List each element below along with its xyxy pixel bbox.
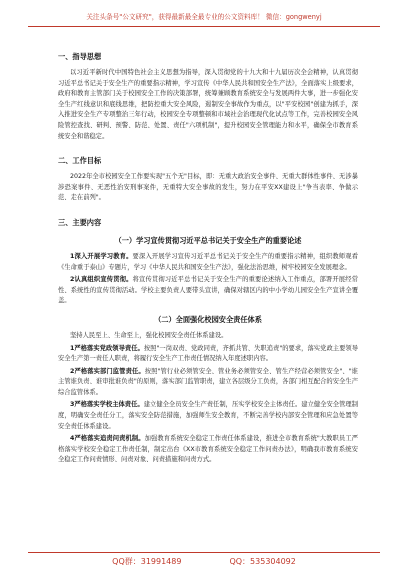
document-body: [58, 34, 358, 468]
section-heading-guiding-ideology: 一、指导思想: [58, 52, 102, 61]
paragraph: [58, 275, 358, 307]
item-text: 要深入开展学习宣传习近平总书记关于安全生产的重要指示精神，组织教师观看《生命重于泰山》专题片，学习《中华人民共和国安全生产法》，强化法治思维，树牢校园安全发展理念。: [58, 252, 358, 271]
item-lead: 2严格落实部门监管责任。: [70, 367, 145, 375]
item-lead: 1深入开展学习教育。: [70, 252, 133, 260]
subsection-heading-responsibility: （二）全面强化校园安全责任体系: [154, 314, 262, 324]
header-banner: 关注头条号"公文研究"，获得最新最全最专业的公文资料库！ 微信：gongwenyj: [28, 8, 380, 27]
footer-contact: [28, 552, 380, 571]
paragraph: [58, 252, 358, 273]
paragraph: [58, 344, 358, 365]
section-heading-main-content: 三、主要内容: [58, 217, 102, 227]
item-lead: 1严格落实党政领导责任。: [70, 344, 144, 352]
footer-qq: QQ：535304092: [229, 557, 296, 566]
paragraph: [58, 434, 358, 466]
item-text: 建立健全全员安全生产责任制，压实学校安全主体责任。建立健全安全管理制度，明确安全责任分工，落实安全防范措施，加强师生安全教育，不断完善学校内部安全管理和应急处置等安全责任体系建设。: [58, 401, 358, 430]
section-heading-work-goals: 二、工作目标: [58, 156, 102, 166]
subsection-heading-study: （一）学习宣传贯彻习近平总书记关于安全生产的重要论述: [114, 235, 302, 245]
paragraph: 2022年全市校园安全工作要实现"五个无"目标，即：无重大政治安全事件、无重大群体性事件、无涉暴涉恐案事件、无恶性治安刑事案件，无重特大安全事故的发生，努力在平安XX建设上"争当表率、争做示范、走在前列"。: [58, 173, 358, 202]
paragraph: [58, 400, 358, 432]
footer-qq-group: QQ群：31991489: [112, 557, 182, 566]
paragraph: [58, 367, 358, 399]
item-text: 将宣传贯彻习近平总书记关于安全生产的重要论述纳入工作重点，部署开展经常性、系统性的宣传贯彻活动。学校主要负责人要带头宣讲，确保对辖区内的中小学幼儿园安全生产宣讲全覆盖。: [58, 276, 358, 305]
item-lead: 2认真组织宣传贯彻。: [70, 276, 133, 284]
item-lead: 4严格落实追责问责机制。: [70, 435, 145, 443]
item-text: 加强教育系统安全稳定工作责任体系建设，推进全市教育系统"大教职员工严格落实学校安全稳定工作责任制，制定出台《XX市教育系统安全稳定工作问责办法》，明确我市教育系统安全稳定工作问责情形、问责对象、问责措施和问责方式。: [58, 435, 358, 464]
paragraph: 坚持人民至上、生命至上，强化校园安全责任体系建设。: [70, 331, 228, 339]
item-text: 按照"管行业必须管安全、管业务必须管安全、管生产经营必须管安全"、"谁主管谁负责、谁审批谁负责"的原则，落实部门监管职责，建立各层级分工负责，各部门相互配合的安全生产综合监管体系。: [58, 367, 358, 396]
paragraph: 以习近平新时代中国特色社会主义思想为指导，深入贯彻党的十九大和十九届历次全会精神，认真贯彻习近平总书记关于安全生产的重要指示精神，学习宣传《中华人民共和国安全生产法》，全面落实上级要求，政府和教育主管部门关于校园安全工作的决策部署，统筹兼顾教育系统安全与发展两件大事，进一步强化安全生产红线意识和底线思维，把防控重大安全风险，遏制安全事故作为重点，以"平安校园"创建为抓手，深入推进安全生产专项整治三年行动，校园安全专项整顿和市域社会治理现代化试点等工作，完善校园安全风险管控查找、研判、预警、防范、处置、责任"六项机制"，提升校园安全管理能力和水平，确保全市教育系统安全和谐稳定。: [58, 69, 358, 140]
item-text: 按照"一岗双责、党政同责，齐抓共管、失职追责"的要求，落实党政主要领导安全生产第一责任人职责，将履行安全生产工作责任情况纳入年度述职内容。: [58, 344, 358, 363]
item-lead: 3严格落实学校主体责任。: [70, 401, 144, 409]
